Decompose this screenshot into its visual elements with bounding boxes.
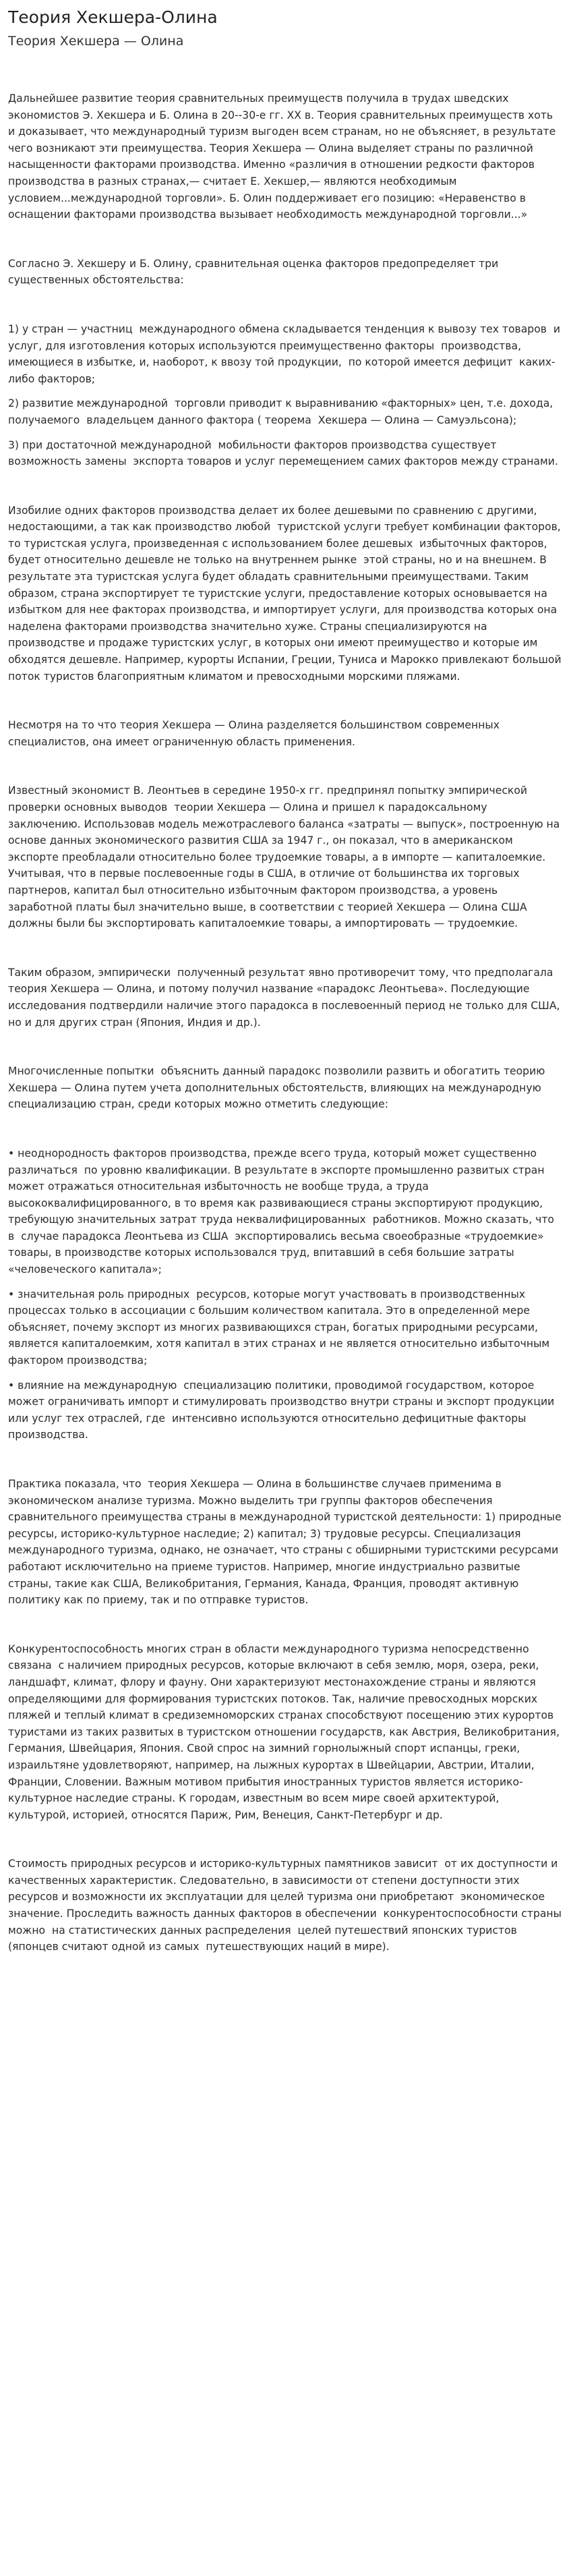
paragraph: Дальнейшее развитие теория сравнительных преимуществ получила в трудах шведских экономистов Э. Хекшера и Б. Олина в 20--30-е гг. XX в. Теория сравнительных преимуществ хоть и доказывает, что международный туризм выгоден всем странам, но не объясняет, в результате чего возникают эти преимущества. Теория Хекшера — Олина выделяет страны по различной насыщенности факторами производства. Именно «различия в отношении редкости факторов производства в разных странах,— считает Е. Хекшер,— являются необходимым условием...международной торговли». Б. Олин поддерживает его позицию: «Неравенство в оснащении факторами производства вызывает необходимость международной торговли...» bbox=[8, 92, 560, 221]
paragraph-spacer bbox=[8, 932, 563, 965]
paragraph: 3) при достаточной международной мобильности факторов производства существует возможность замены экспорта товаров и услуг перемещением самих факторов между странами. bbox=[8, 438, 558, 468]
paragraph: 1) у стран — участниц международного обмена складывается тенденция к вывозу тех товаров и услуг, для изготовления которых используются преимущественно факторы производства, имеющиеся в избытке, и, наоборот, к ввозу той продукции, по которой имеется дефицит каких-либо факторов; bbox=[8, 322, 564, 385]
paragraph-spacer bbox=[8, 1823, 563, 1856]
paragraph-spacer bbox=[8, 289, 563, 321]
paragraph-spacer bbox=[8, 685, 563, 717]
paragraph-spacer bbox=[8, 1113, 563, 1145]
paragraph: Известный экономист В. Леонтьев в середине 1950-х гг. предпринял попытку эмпирической проверки основных выводов теории Хекшера — Олина и пришел к парадоксальному заключению. Использовав модель межотраслевого баланса «затраты — выпуск», построенную на основе данных экономического развития США за 1947 г., он показал, что в американском экспорте преобладали относительно более трудоемкие товары, а в импорте — капиталоемкие. Учитывая, что в первые послевоенные годы в США, в отличие от большинства их торговых партнеров, капитал был относительно избыточным фактором производства, а уровень заработной платы был значительно выше, в соответствии с теорией Хекшера — Олина США должны были бы экспортировать капиталоемкие товары, а импортировать — трудоемкие. bbox=[8, 784, 564, 930]
paragraph: Изобилие одних факторов производства делает их более дешевыми по сравнению с другими, недостающими, а так как производство любой туристской услуги требует комбинации факторов, то туристская услуга, произведенная с использованием более дешевых избыточных факторов, будет относительно дешевле не только на внутреннем рынке этой страны, но и на внешнем. В результате эта туристская услуга будет обладать сравнительными преимуществами. Таким образом, страна экспортирует те туристские услуги, предоставление которых основывается на избытком для нее факторах производства, и импортирует услуги, для производства которых она наделена факторами производства значительно хуже. Страны специализируются на производстве и продаже туристских услуг, в которых они имеют преимущество и которые им обходятся дешевле. Например, курорты Испании, Греции, Туниса и Марокко привлекают большой поток туристов благоприятным климатом и превосходными морскими пляжами. bbox=[8, 504, 565, 683]
paragraph-spacer bbox=[8, 223, 563, 256]
paragraph-spacer bbox=[8, 1443, 563, 1476]
paragraph: Таким образом, эмпирически полученный результат явно противоречит тому, что предполагала теория Хекшера — Олина, и потому получил название «парадокс Леонтьева». Последующие исследования подтвердили наличие этого парадокса в послевоенный период не только для США, но и для других стран (Япония, Индия и др.). bbox=[8, 966, 564, 1029]
paragraph: Несмотря на то что теория Хекшера — Олина разделяется большинством современных специалистов, она имеет ограниченную область применения. bbox=[8, 719, 503, 748]
paragraph-spacer bbox=[8, 1031, 563, 1063]
paragraph: Стоимость природных ресурсов и историко-культурных памятников зависит от их доступности и качественных характеристик. Следовательно, в зависимости от степени доступности этих ресурсов и возможности их эксплуатации для целей туризма они приобретают экономическое значение. Проследить важность данных факторов в обеспечении конкурентоспособности страны можно на статистических данных распределения целей путешествий японских туристов (японцев считают одной из самых путешествующих наций в мире). bbox=[8, 1858, 565, 1953]
page-title: Теория Хекшера-Олина bbox=[8, 7, 218, 27]
paragraph: Многочисленные попытки объяснить данный парадокс позволили развить и обогатить теорию Хекшера — Олина путем учета дополнительных обстоятельств, влияющих на международную специализацию стран, среди которых можно отметить следующие: bbox=[8, 1065, 549, 1111]
paragraph-spacer bbox=[8, 429, 563, 437]
paragraph-spacer bbox=[8, 470, 563, 503]
paragraph: 2) развитие международной торговли приводит к выравниванию «факторных» цен, т.е. дохода, получаемого владельцем данного фактора ( теорема Хекшера — Олина — Самуэльсона); bbox=[8, 397, 557, 426]
article-body bbox=[8, 90, 563, 1955]
paragraph-spacer bbox=[8, 1369, 563, 1377]
page-subtitle: Теория Хекшера — Олина bbox=[8, 34, 184, 49]
paragraph-spacer bbox=[8, 387, 563, 395]
paragraph-spacer bbox=[8, 750, 563, 782]
paragraph-spacer bbox=[8, 1609, 563, 1641]
paragraph: Конкурентоспособность многих стран в области международного туризма непосредственно связана с наличием природных ресурсов, которые включают в себя землю, моря, озера, реки, ландшафт, климат, флору и фауну. Они характеризуют местонахождение страны и являются определяющими для формирования туристских потоков. Так, наличие превосходных морских пляжей и теплый климат в средиземноморских странах способствуют посещению этих курортов туристами из таких развитых в туристском отношении государств, как Австрия, Великобритания, Германия, Швейцария, Япония. Свой спрос на зимний горнолыжный спорт испанцы, греки, израильтяне удовлетворяют, например, на лыжных курортах в Швейцарии, Австрии, Италии, Франции, Словении. Важным мотивом прибытия иностранных туристов является историко-культурное наследие страны. К городам, известным во всем мире своей архитектурой, культурой, историей, относятся Париж, Рим, Венеция, Санкт-Петербург и др. bbox=[8, 1642, 563, 1821]
paragraph: Практика показала, что теория Хекшера — Олина в большинстве случаев применима в экономическом анализе туризма. Можно выделить три группы факторов обеспечения сравнительного преимущества страны в международной туристской деятельности: 1) природные ресурсы, историко-культурное наследие; 2) капитал; 3) трудовые ресурсы. Специализация международного туризма, однако, не означает, что страны с обширными туристскими ресурсами работают исключительно на приеме туристов. Например, многие индустриально развитые страны, такие как США, Великобритания, Германия, Канада, Франция, проводят активную политику как по приему, так и по отправке туристов. bbox=[8, 1478, 565, 1607]
paragraph: • неоднородность факторов производства, прежде всего труда, который может существенно различаться по уровню квалификации. В результате в экспорте промышленно развитых стран может отражаться относительная избыточность не вообще труда, а труда высококвалифицированного, в то время как развивающиеся страны экспортируют продукцию, требующую значительных затрат труда неквалифицированных работников. Можно сказать, что в случае парадокса Леонтьева из США экспортировались весьма своеобразные «трудоемкие» товары, в производстве которых использовался труд, впитавший в себя большие затраты «человеческого капитала»; bbox=[8, 1147, 558, 1276]
paragraph: • значительная роль природных ресурсов, которые могут участвовать в производственных процессах только в ассоциации с большим количеством капитала. Это в определенной мере объясняет, почему экспорт из многих развивающихся стран, богатых природными ресурсами, является капиталоемким, хотя капитал в этих странах и не является относительно избыточным фактором производства; bbox=[8, 1288, 553, 1367]
paragraph-spacer bbox=[8, 1278, 563, 1286]
paragraph: Согласно Э. Хекшеру и Б. Олину, сравнительная оценка факторов предопределяет три существенных обстоятельства: bbox=[8, 257, 502, 287]
paragraph: • влияние на международную специализацию политики, проводимой государством, которое может ограничивать импорт и стимулировать производство внутри страны и экспорт продукции или услуг тех отраслей, где интенсивно используются относительно дефицитные факторы производства. bbox=[8, 1379, 558, 1441]
